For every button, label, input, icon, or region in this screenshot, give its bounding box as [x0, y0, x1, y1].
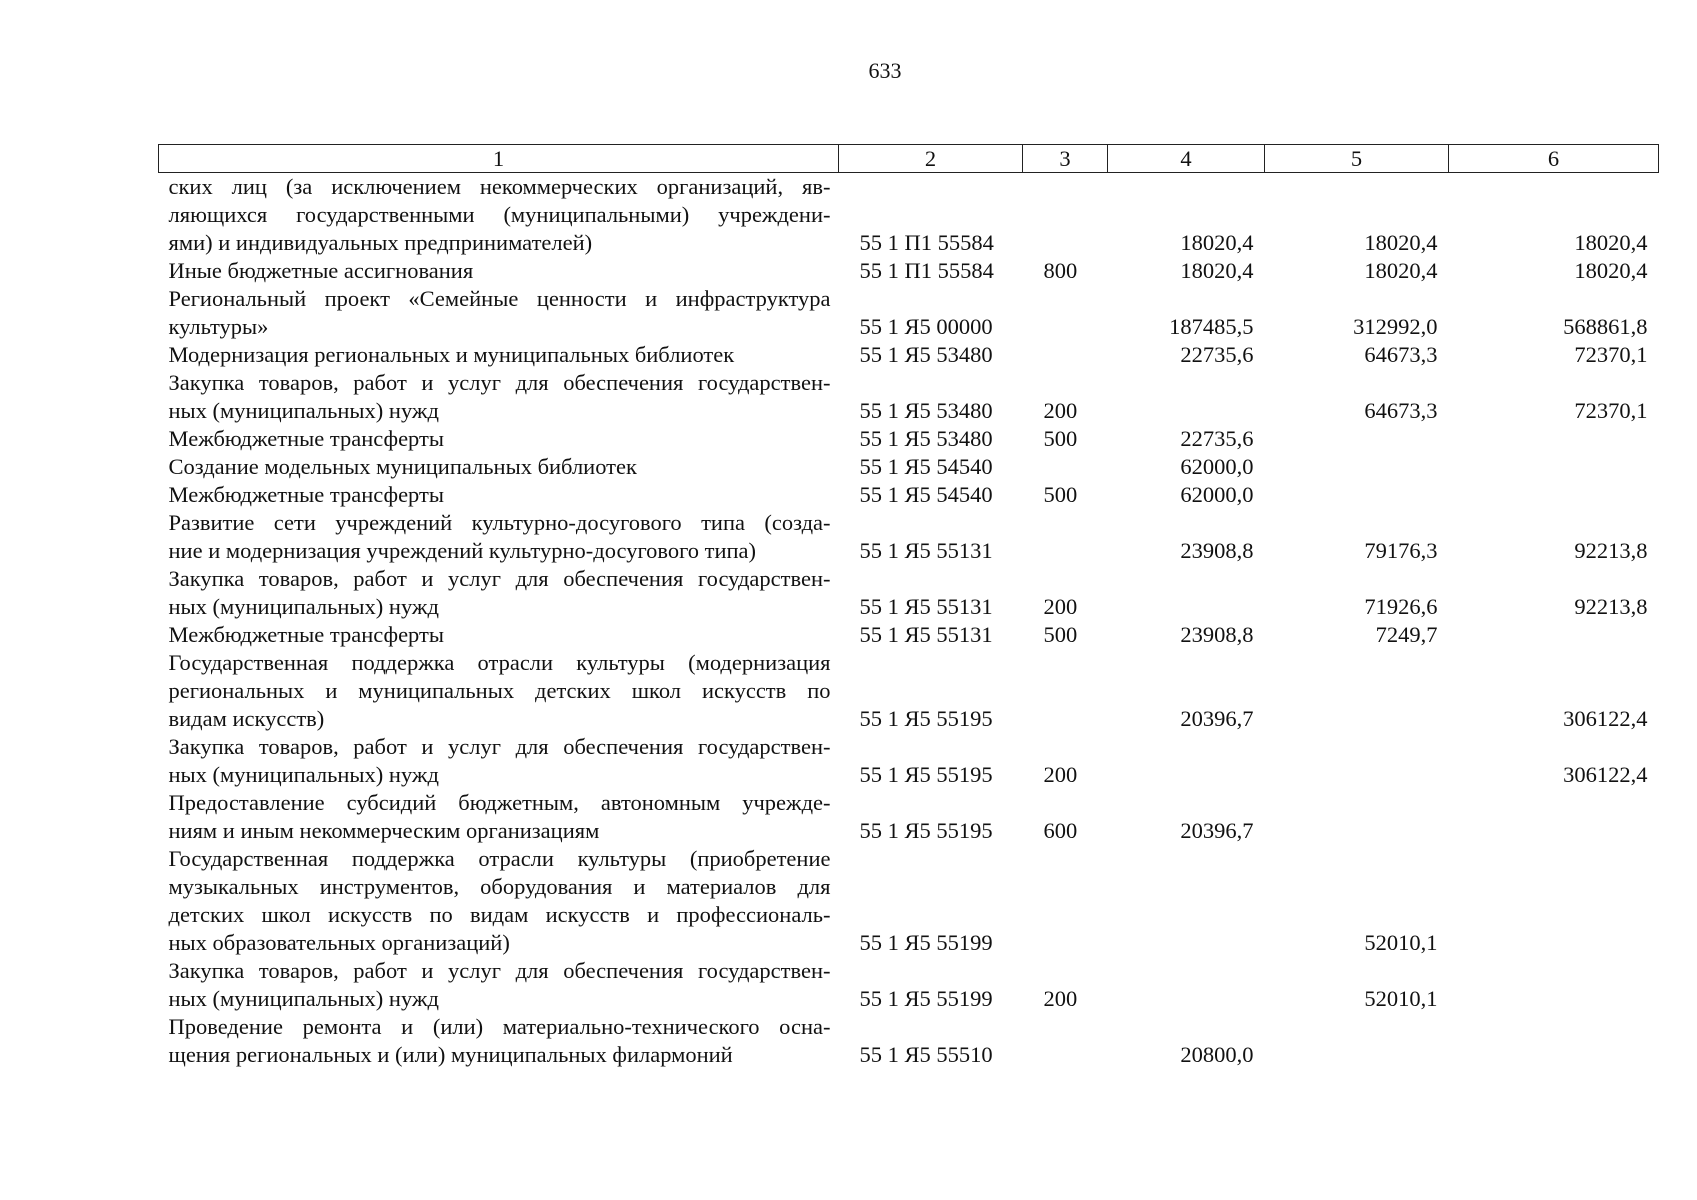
description-line: ляющихся государственными (муниципальными) учреждени- [168, 202, 831, 227]
row-code: 55 1 Я5 55131 [859, 622, 993, 647]
row-value-6 [1449, 425, 1659, 453]
row-code: 55 1 П1 55584 [859, 230, 994, 255]
row-value-6: 18020,4 [1574, 230, 1648, 255]
column-header-6: 6 [1449, 145, 1659, 173]
row-value-4: 20396,7 [1180, 818, 1254, 843]
row-expense-type: 800 [1043, 258, 1078, 283]
column-header-1: 1 [159, 145, 839, 173]
description-line: ями) и индивидуальных предпринимателей) [168, 230, 593, 255]
description-line: Закупка товаров, работ и услуг для обеспечения государствен- [168, 734, 831, 759]
row-code: 55 1 Я5 55195 [859, 818, 993, 843]
row-code: 55 1 Я5 55195 [859, 762, 993, 787]
row-value-4: 62000,0 [1180, 482, 1254, 507]
row-description [159, 481, 839, 509]
row-expense-type: 500 [1043, 426, 1078, 451]
row-value-5: 52010,1 [1364, 986, 1438, 1011]
row-value-4 [1108, 565, 1265, 621]
row-description [159, 649, 839, 733]
description-line: ных образовательных организаций) [168, 930, 510, 955]
table-row [159, 957, 1659, 1013]
row-value-4: 23908,8 [1180, 622, 1254, 647]
row-expense-type [1023, 173, 1108, 258]
row-expense-type: 500 [1043, 622, 1078, 647]
table-row [159, 789, 1659, 845]
table-row [159, 1013, 1659, 1069]
description-line: ных (муниципальных) нужд [168, 986, 439, 1011]
description-line: Закупка товаров, работ и услуг для обеспечения государствен- [168, 958, 831, 983]
row-expense-type [1023, 649, 1108, 733]
row-value-5: 64673,3 [1364, 342, 1438, 367]
row-expense-type [1023, 1013, 1108, 1069]
row-description [159, 173, 839, 258]
column-header-4: 4 [1108, 145, 1265, 173]
description-line: ских лиц (за исключением некоммерческих организаций, яв- [168, 174, 831, 199]
description-line: ных (муниципальных) нужд [168, 398, 439, 423]
description-line: Межбюджетные трансферты [168, 482, 444, 507]
row-value-4: 23908,8 [1180, 538, 1254, 563]
row-code: 55 1 Я5 55195 [859, 706, 993, 731]
row-value-4 [1108, 369, 1265, 425]
table-row [159, 481, 1659, 509]
row-code: 55 1 Я5 55199 [859, 986, 993, 1011]
row-code: 55 1 Я5 55199 [859, 930, 993, 955]
row-expense-type: 200 [1043, 594, 1078, 619]
row-expense-type: 200 [1043, 762, 1078, 787]
row-value-4: 18020,4 [1180, 258, 1254, 283]
description-line: Предоставление субсидий бюджетным, автономным учрежде- [168, 790, 831, 815]
row-value-5 [1265, 481, 1449, 509]
table-header-row [159, 145, 1659, 173]
row-code: 55 1 Я5 54540 [859, 454, 993, 479]
table-row [159, 649, 1659, 733]
row-value-6: 92213,8 [1574, 538, 1648, 563]
description-line: Межбюджетные трансферты [168, 622, 444, 647]
row-value-4: 22735,6 [1180, 342, 1254, 367]
row-value-5 [1265, 453, 1449, 481]
description-line: Межбюджетные трансферты [168, 426, 444, 451]
description-line: Государственная поддержка отрасли культуры (модернизация [168, 650, 831, 675]
row-value-5 [1265, 649, 1449, 733]
row-value-4 [1108, 957, 1265, 1013]
row-value-6: 72370,1 [1574, 398, 1648, 423]
table-row [159, 285, 1659, 341]
table-row [159, 173, 1659, 258]
row-description [159, 341, 839, 369]
row-expense-type: 200 [1043, 398, 1078, 423]
row-value-5: 52010,1 [1364, 930, 1438, 955]
row-code: 55 1 Я5 53480 [859, 398, 993, 423]
description-line: ниям и иным некоммерческим организациям [168, 818, 600, 843]
row-value-6 [1449, 957, 1659, 1013]
row-expense-type [1023, 845, 1108, 957]
description-line: музыкальных инструментов, оборудования и материалов для [168, 874, 831, 899]
row-value-5 [1265, 425, 1449, 453]
row-value-6 [1449, 845, 1659, 957]
table-row [159, 257, 1659, 285]
column-header-5: 5 [1265, 145, 1449, 173]
table-row [159, 621, 1659, 649]
description-line: видам искусств) [168, 706, 325, 731]
column-header-2: 2 [839, 145, 1023, 173]
description-line: Государственная поддержка отрасли культуры (приобретение [168, 846, 831, 871]
row-value-6: 568861,8 [1563, 314, 1648, 339]
row-value-4: 20800,0 [1180, 1042, 1254, 1067]
row-value-5: 79176,3 [1364, 538, 1438, 563]
description-line: Развитие сети учреждений культурно-досугового типа (созда- [168, 510, 831, 535]
row-expense-type: 600 [1043, 818, 1078, 843]
row-code: 55 1 Я5 55131 [859, 594, 993, 619]
row-expense-type [1023, 509, 1108, 565]
description-line: Проведение ремонта и (или) материально-технического осна- [168, 1014, 831, 1039]
description-line: ных (муниципальных) нужд [168, 594, 439, 619]
column-header-3: 3 [1023, 145, 1108, 173]
row-value-6: 18020,4 [1574, 258, 1648, 283]
table-row [159, 509, 1659, 565]
table-body [159, 173, 1659, 1070]
row-value-4: 18020,4 [1180, 230, 1254, 255]
row-value-6: 92213,8 [1574, 594, 1648, 619]
row-description [159, 957, 839, 1013]
row-code: 55 1 Я5 53480 [859, 426, 993, 451]
description-line: Иные бюджетные ассигнования [168, 258, 474, 283]
description-line: Закупка товаров, работ и услуг для обеспечения государствен- [168, 370, 831, 395]
row-description [159, 565, 839, 621]
description-line: детских школ искусств по видам искусств и профессиональ- [168, 902, 831, 927]
row-value-4 [1108, 733, 1265, 789]
row-code: 55 1 Я5 55131 [859, 538, 993, 563]
description-line: Региональный проект «Семейные ценности и инфраструктура [168, 286, 831, 311]
row-expense-type: 200 [1043, 986, 1078, 1011]
description-line: Создание модельных муниципальных библиотек [168, 454, 637, 479]
row-expense-type [1023, 453, 1108, 481]
row-value-6 [1449, 1013, 1659, 1069]
row-value-4 [1108, 845, 1265, 957]
row-description [159, 285, 839, 341]
table-row [159, 341, 1659, 369]
row-value-5: 64673,3 [1364, 398, 1438, 423]
table-row [159, 425, 1659, 453]
row-description [159, 733, 839, 789]
table-row [159, 565, 1659, 621]
row-value-6 [1449, 481, 1659, 509]
row-expense-type: 500 [1043, 482, 1078, 507]
row-value-4: 187485,5 [1169, 314, 1254, 339]
row-code: 55 1 П1 55584 [859, 258, 994, 283]
row-code: 55 1 Я5 00000 [859, 314, 993, 339]
page-number: 633 [868, 58, 902, 83]
table-row [159, 369, 1659, 425]
row-description [159, 509, 839, 565]
row-value-4: 20396,7 [1180, 706, 1254, 731]
row-value-5 [1265, 789, 1449, 845]
row-value-6 [1449, 789, 1659, 845]
table-row [159, 733, 1659, 789]
description-line: Модернизация региональных и муниципальных библиотек [168, 342, 735, 367]
row-description [159, 789, 839, 845]
row-description [159, 257, 839, 285]
row-description [159, 1013, 839, 1069]
row-value-5 [1265, 733, 1449, 789]
row-description [159, 369, 839, 425]
description-line: щения региональных и (или) муниципальных филармоний [168, 1042, 733, 1067]
row-description [159, 621, 839, 649]
row-code: 55 1 Я5 55510 [859, 1042, 993, 1067]
row-value-6: 306122,4 [1563, 762, 1648, 787]
row-code: 55 1 Я5 54540 [859, 482, 993, 507]
row-value-5: 18020,4 [1364, 230, 1438, 255]
row-value-5: 71926,6 [1364, 594, 1438, 619]
description-line: региональных и муниципальных детских школ искусств по [168, 678, 831, 703]
row-expense-type [1023, 285, 1108, 341]
row-description [159, 453, 839, 481]
row-value-4: 62000,0 [1180, 454, 1254, 479]
table-row [159, 453, 1659, 481]
table-row [159, 845, 1659, 957]
row-value-6: 72370,1 [1574, 342, 1648, 367]
row-description [159, 425, 839, 453]
row-expense-type [1023, 341, 1108, 369]
row-value-6 [1449, 453, 1659, 481]
description-line: культуры» [168, 314, 269, 339]
description-line: ных (муниципальных) нужд [168, 762, 439, 787]
description-line: ние и модернизация учреждений культурно-досугового типа) [168, 538, 757, 563]
row-code: 55 1 Я5 53480 [859, 342, 993, 367]
row-value-5: 7249,7 [1375, 622, 1438, 647]
row-value-5: 18020,4 [1364, 258, 1438, 283]
row-value-4: 22735,6 [1180, 426, 1254, 451]
row-value-6 [1449, 621, 1659, 649]
row-value-6: 306122,4 [1563, 706, 1648, 731]
row-value-5 [1265, 1013, 1449, 1069]
description-line: Закупка товаров, работ и услуг для обеспечения государствен- [168, 566, 831, 591]
row-value-5: 312992,0 [1353, 314, 1438, 339]
row-description [159, 845, 839, 957]
budget-table [158, 144, 1659, 1069]
